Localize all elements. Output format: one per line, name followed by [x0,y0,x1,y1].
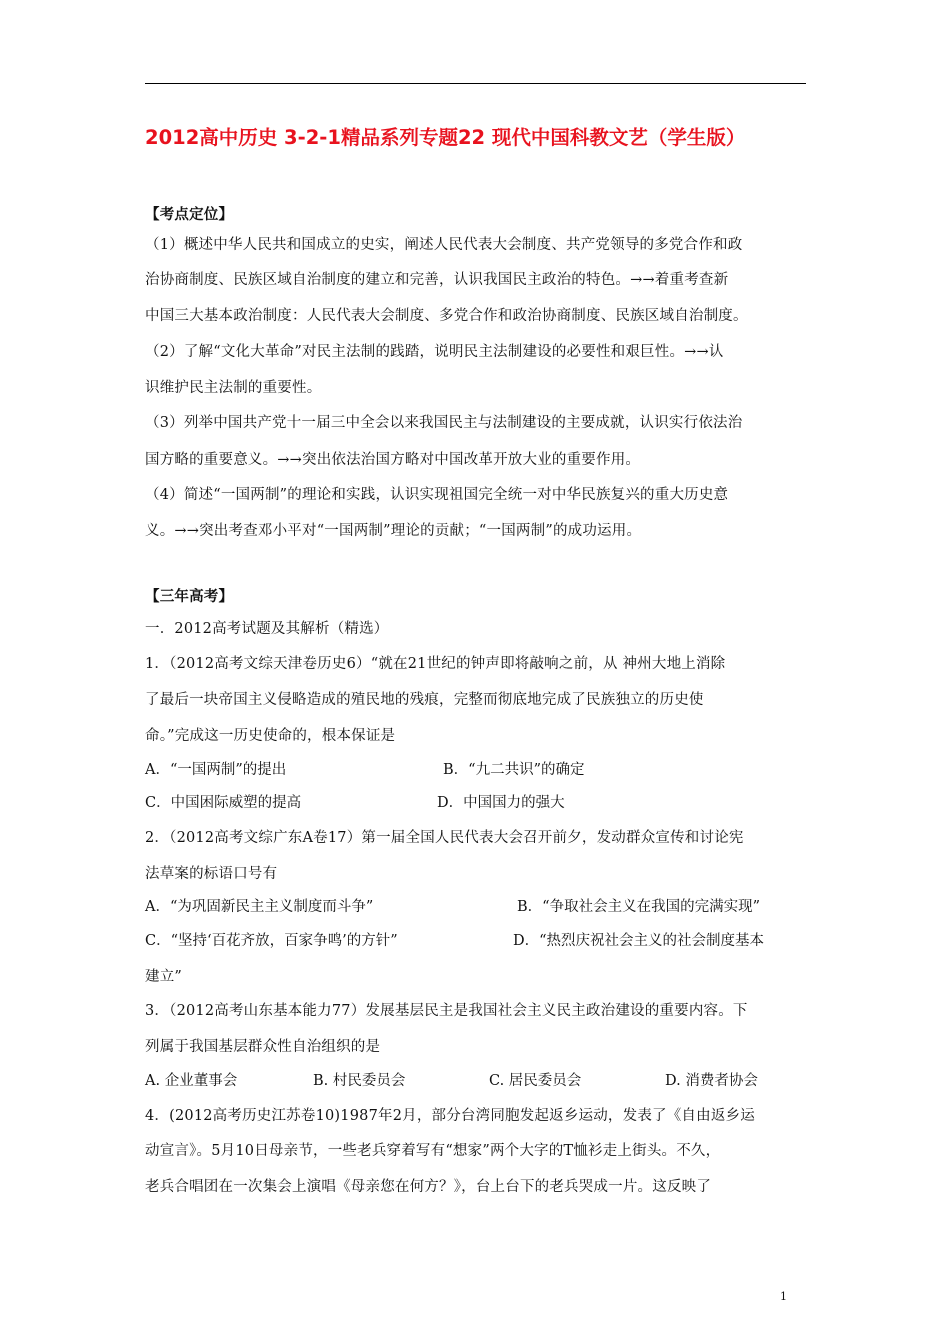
page-number: 1 [780,1290,787,1303]
kaodian-line: 义。→→突出考查邓小平对“一国两制”理论的贡献；“一国两制”的成功运用。 [145,523,642,539]
sub-heading: 一．2012高考试题及其解析（精选） [145,621,389,637]
kaodian-line: （3）列举中国共产党十一届三中全会以来我国民主与法制建设的主要成就，认识实行依法治 [145,415,743,431]
kaodian-line: 治协商制度、民族区域自治制度的建立和完善，认识我国民主政治的特色。→→着重考查新 [145,272,729,288]
kaodian-line: （4）简述“一国两制”的理论和实践，认识实现祖国完全统一对中华民族复兴的重大历史意 [145,487,729,503]
question-3-line: 3．（2012高考山东基本能力77）发展基层民主是我国社会主义民主政治建设的重要内容。下 [145,1003,748,1019]
question-1-line: 了最后一块帝国主义侵略造成的殖民地的残痕，完整而彻底地完成了民族独立的历史使 [145,692,704,708]
q1-option-b: B．“九二共识”的确定 [443,762,585,778]
q2-option-a: A．“为巩固新民主主义制度而斗争” [145,899,374,915]
kaodian-line: 中国三大基本政治制度：人民代表大会制度、多党合作和政治协商制度、民族区域自治制度。 [145,308,748,324]
header-rule [145,83,806,84]
q3-option-c: C. 居民委员会 [489,1073,582,1089]
q1-option-a: A．“一国两制”的提出 [145,762,287,778]
q1-option-d: D．中国国力的强大 [437,795,565,811]
kaodian-line: （1）概述中华人民共和国成立的史实，阐述人民代表大会制度、共产党领导的多党合作和政 [145,237,743,253]
question-4-line: 4．(2012高考历史江苏卷10)1987年2月，部分台湾同胞发起返乡运动，发表了《自由返乡运 [145,1108,755,1124]
q3-option-b: B. 村民委员会 [313,1073,406,1089]
q2-option-b: B．“争取社会主义在我国的完满实现” [517,899,760,915]
q2-option-d-tail: 建立” [145,969,183,985]
question-2-line: 2．（2012高考文综广东A卷17）第一届全国人民代表大会召开前夕，发动群众宣传和讨论宪 [145,830,744,846]
q3-option-d: D. 消费者协会 [665,1073,758,1089]
page-title: 2012高中历史 3-2-1精品系列专题22 现代中国科教文艺（学生版） [145,126,746,149]
q1-option-c: C．中国困际威塑的提高 [145,795,302,811]
question-1-line: 命。”完成这一历史使命的，根本保证是 [145,728,396,744]
kaodian-line: 国方略的重要意义。→→突出依法治国方略对中国改革开放大业的重要作用。 [145,452,641,468]
q2-option-c: C．“坚持‘百花齐放，百家争鸣’的方针” [145,933,398,949]
question-4-line: 老兵合唱团在一次集会上演唱《母亲您在何方？》，台上台下的老兵哭成一片。这反映了 [145,1179,712,1195]
section-heading-kaodian: 【考点定位】 [145,207,234,223]
q2-option-d: D．“热烈庆祝社会主义的社会制度基本 [513,933,765,949]
kaodian-line: 识维护民主法制的重要性。 [145,380,322,396]
question-3-line: 列属于我国基层群众性自治组织的是 [145,1039,381,1055]
question-1-line: 1．（2012高考文综天津卷历史6）“就在21世纪的钟声即将敲响之前，从 神州大地上消除 [145,656,726,672]
q3-option-a: A. 企业董事会 [145,1073,238,1089]
section-heading-sannian: 【三年高考】 [145,589,234,605]
kaodian-line: （2）了解“文化大革命”对民主法制的践踏，说明民主法制建设的必要性和艰巨性。→→认 [145,344,724,360]
question-2-line: 法草案的标语口号有 [145,866,278,882]
question-4-line: 动宣言》。5月10日母亲节，一些老兵穿着写有“想家”两个大字的T恤衫走上街头。不久， [145,1143,721,1159]
